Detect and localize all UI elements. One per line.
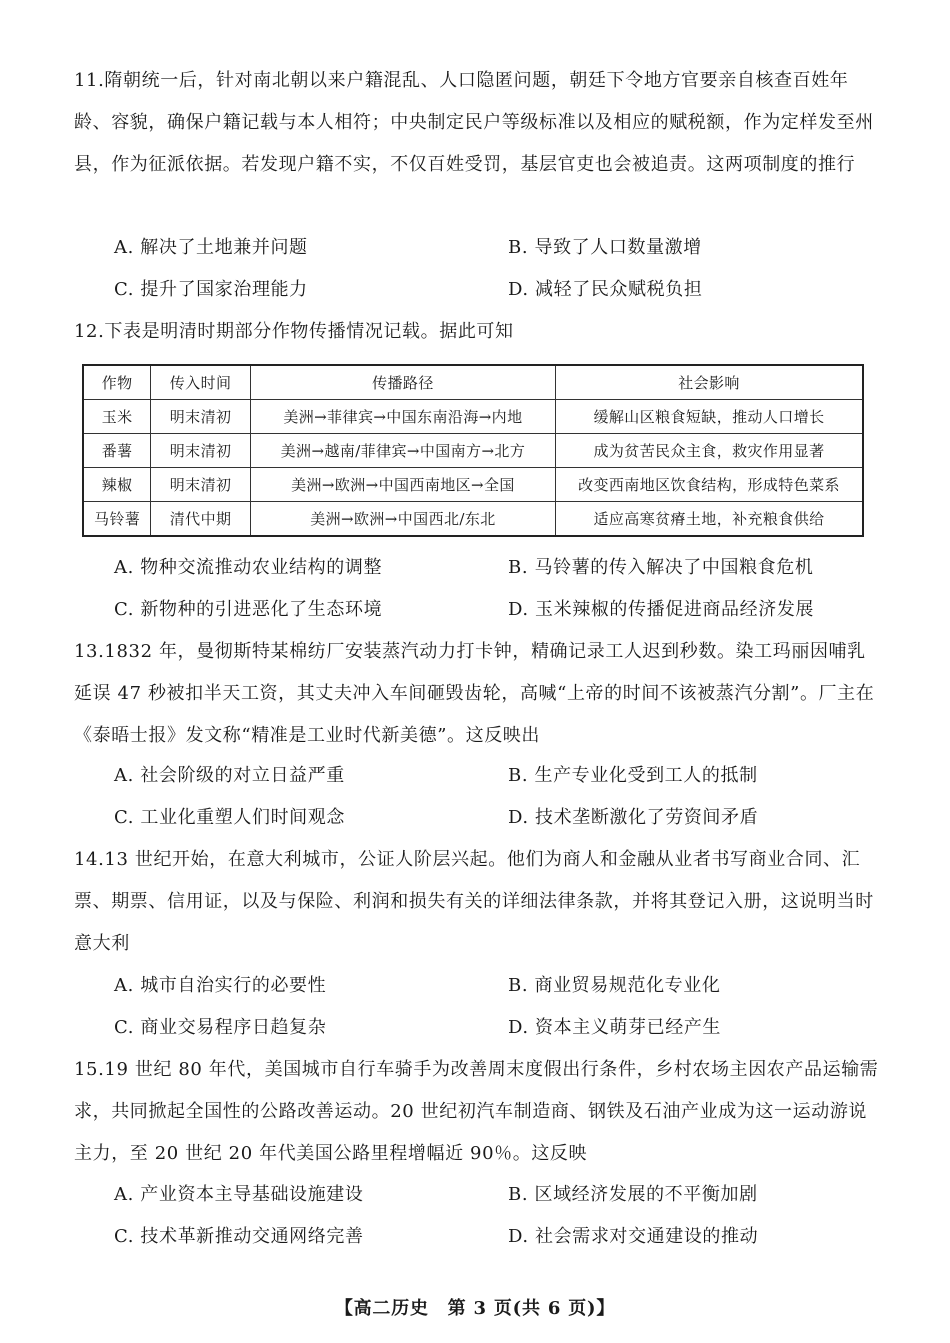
q14-option-a: A. 城市自治实行的必要性 [114,975,327,996]
table-row [83,400,863,434]
q11-option-a: A. 解决了土地兼并问题 [114,237,308,258]
q11-option-d: D. 减轻了民众赋税负担 [508,279,703,300]
table-cell: 辣椒 [83,468,151,502]
q11-option-c: C. 提升了国家治理能力 [114,279,308,300]
table-cell: 明末清初 [151,400,251,434]
q14-option-c: C. 商业交易程序日趋复杂 [114,1017,327,1038]
q13-option-b: B. 生产专业化受到工人的抵制 [508,765,758,786]
table-header-cell: 社会影响 [556,365,863,400]
table-cell: 美洲→越南/菲律宾→中国南方→北方 [250,434,555,468]
table-row [83,468,863,502]
q15-option-a: A. 产业资本主导基础设施建设 [114,1184,364,1205]
table-cell: 缓解山区粮食短缺，推动人口增长 [556,400,863,434]
table-cell: 明末清初 [151,468,251,502]
table-header-cell: 作物 [83,365,151,400]
table-cell: 美洲→欧洲→中国西北/东北 [250,502,555,537]
table-cell: 马铃薯 [83,502,151,537]
table-cell: 玉米 [83,400,151,434]
table-cell: 美洲→菲律宾→中国东南沿海→内地 [250,400,555,434]
q15-option-d: D. 社会需求对交通建设的推动 [508,1226,759,1247]
q12-option-a: A. 物种交流推动农业结构的调整 [114,557,383,578]
q14-option-d: D. 资本主义萌芽已经产生 [508,1017,722,1038]
table-header-cell: 传播路径 [250,365,555,400]
q12-option-d: D. 玉米辣椒的传播促进商品经济发展 [508,599,815,620]
table-cell: 清代中期 [151,502,251,537]
table-cell: 改变西南地区饮食结构，形成特色菜系 [556,468,863,502]
q15-option-c: C. 技术革新推动交通网络完善 [114,1226,364,1247]
q12-option-c: C. 新物种的引进恶化了生态环境 [114,599,383,620]
table-header-row [83,365,863,400]
table-cell: 美洲→欧洲→中国西南地区→全国 [250,468,555,502]
question-15: 15.19 世纪 80 年代，美国城市自行车骑手为改善周末度假出行条件，乡村农场主因农产品运输需求，共同掀起全国性的公路改善运动。20 世纪初汽车制造商、钢铁及石油产业成为这一运动游说主力，至 20 世纪 20 年代美国公路里程增幅近 90％。这反映 [74,1059,879,1164]
question-14: 14.13 世纪开始，在意大利城市，公证人阶层兴起。他们为商人和金融从业者书写商业合同、汇票、期票、信用证，以及与保险、利润和损失有关的详细法律条款，并将其登记入册，这说明当时意大利 [74,849,874,954]
table-cell: 适应高寒贫瘠土地，补充粮食供给 [556,502,863,537]
q11-option-b: B. 导致了人口数量激增 [508,237,702,258]
table-cell: 番薯 [83,434,151,468]
table-row [83,502,863,537]
q13-option-a: A. 社会阶级的对立日益严重 [114,765,345,786]
q13-option-c: C. 工业化重塑人们时间观念 [114,807,345,828]
table-cell: 成为贫苦民众主食，救灾作用显著 [556,434,863,468]
table-cell: 明末清初 [151,434,251,468]
crop-spread-table [82,364,864,537]
q13-option-d: D. 技术垄断激化了劳资间矛盾 [508,807,759,828]
q15-option-b: B. 区域经济发展的不平衡加剧 [508,1184,758,1205]
question-11: 11.隋朝统一后，针对南北朝以来户籍混乱、人口隐匿问题，朝廷下令地方官要亲自核查百姓年龄、容貌，确保户籍记载与本人相符；中央制定民户等级标准以及相应的赋税额，作为定样发至州县，作为征派依据。若发现户籍不实，不仅百姓受罚，基层官吏也会被追责。这两项制度的推行 [74,70,874,175]
page-footer: 【高二历史 第 3 页(共 6 页)】 [334,1298,616,1319]
q14-option-b: B. 商业贸易规范化专业化 [508,975,721,996]
table-header-cell: 传入时间 [151,365,251,400]
question-12: 12.下表是明清时期部分作物传播情况记载。据此可知 [74,321,514,342]
q12-option-b: B. 马铃薯的传入解决了中国粮食危机 [508,557,814,578]
question-13: 13.1832 年，曼彻斯特某棉纺厂安装蒸汽动力打卡钟，精确记录工人迟到秒数。染工玛丽因哺乳延误 47 秒被扣半天工资，其丈夫冲入车间砸毁齿轮，高喊“上帝的时间不该被蒸汽分割”。厂主在《泰晤士报》发文称“精准是工业时代新美德”。这反映出 [74,641,875,746]
table-row [83,434,863,468]
